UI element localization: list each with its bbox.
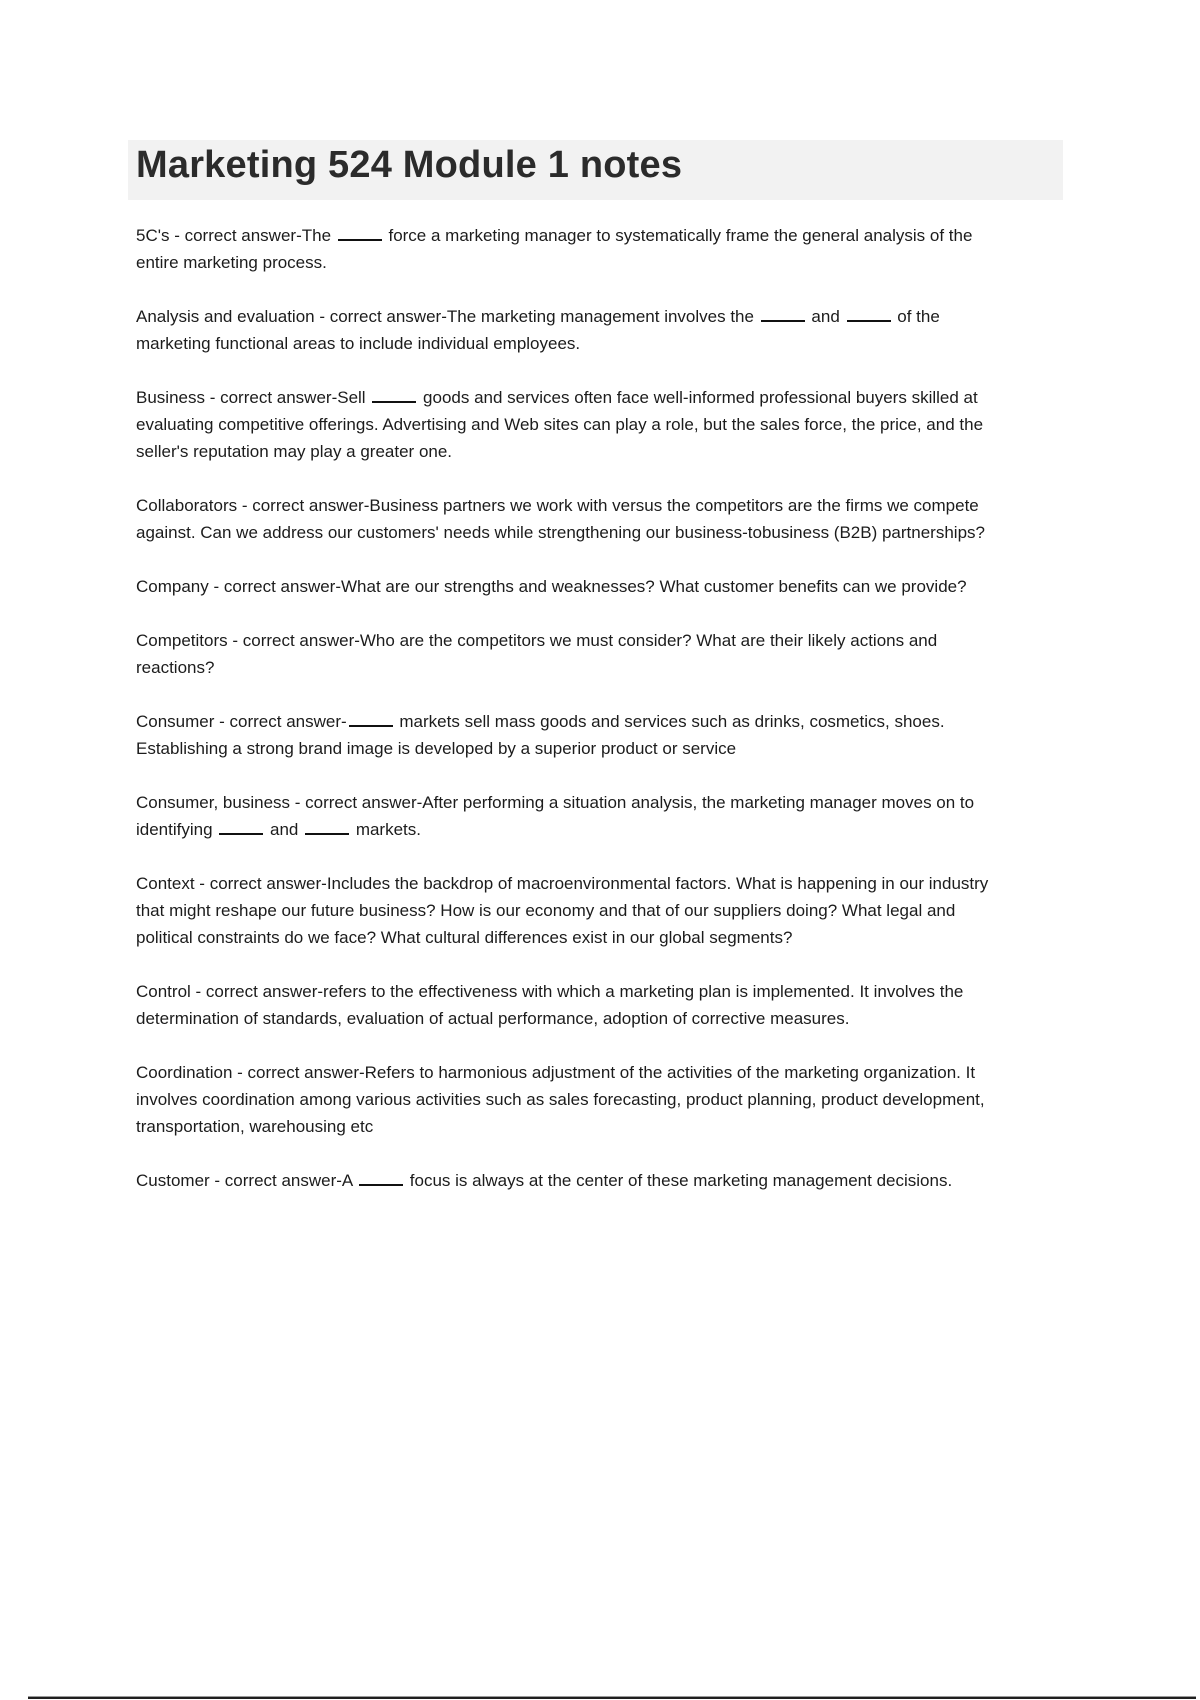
note-paragraph: Consumer - correct answer- markets sell mass goods and services such as drinks, cosmetics, shoes. Establishing a strong brand image is developed by a superior product or service: [136, 712, 945, 758]
notes-content: [136, 222, 1016, 1221]
fill-in-blank: [338, 227, 382, 241]
note-paragraph: 5C's - correct answer-The force a marketing manager to systematically frame the general analysis of the entire marketing process.: [136, 226, 973, 272]
note-paragraph: Business - correct answer-Sell goods and services often face well-informed professional buyers skilled at evaluating competitive offerings. Advertising and Web sites can play a role, but the sales force, the price, and the seller's reputation may play a greater one.: [136, 388, 984, 461]
title-bar: [128, 140, 1063, 200]
note-paragraph: Competitors - correct answer-Who are the competitors we must consider? What are their likely actions and reactions?: [136, 631, 938, 677]
fill-in-blank: [349, 713, 393, 727]
note-paragraph: Analysis and evaluation - correct answer-The marketing management involves the and of the marketing functional areas to include individual employees.: [136, 307, 940, 353]
note-paragraph: Context - correct answer-Includes the backdrop of macroenvironmental factors. What is happening in our industry that might reshape our future business? How is our economy and that of our suppliers doing? What legal and political constraints do we face? What cultural differences exist in our global segments?: [136, 874, 989, 947]
page-title: Marketing 524 Module 1 notes: [136, 144, 683, 186]
fill-in-blank: [761, 308, 805, 322]
fill-in-blank: [219, 821, 263, 835]
note-paragraph: Company - correct answer-What are our strengths and weaknesses? What customer benefits can we provide?: [136, 577, 967, 596]
note-paragraph: Consumer, business - correct answer-After performing a situation analysis, the marketing manager moves on to identifying and markets.: [136, 793, 975, 839]
note-paragraph: Customer - correct answer-A focus is always at the center of these marketing management decisions.: [136, 1171, 953, 1190]
note-paragraph: Control - correct answer-refers to the effectiveness with which a marketing plan is implemented. It involves the determination of standards, evaluation of actual performance, adoption of corrective measures.: [136, 982, 964, 1028]
fill-in-blank: [847, 308, 891, 322]
fill-in-blank: [359, 1172, 403, 1186]
fill-in-blank: [305, 821, 349, 835]
note-paragraph: Coordination - correct answer-Refers to harmonious adjustment of the activities of the marketing organization. It involves coordination among various activities such as sales forecasting, product planning, product development, transportation, warehousing etc: [136, 1063, 985, 1136]
note-paragraph: Collaborators - correct answer-Business partners we work with versus the competitors are the firms we compete against. Can we address our customers' needs while strengthening our business-tobusiness (B2B) partnerships?: [136, 496, 985, 542]
fill-in-blank: [372, 389, 416, 403]
page-separator-bar: [28, 1696, 1196, 1699]
